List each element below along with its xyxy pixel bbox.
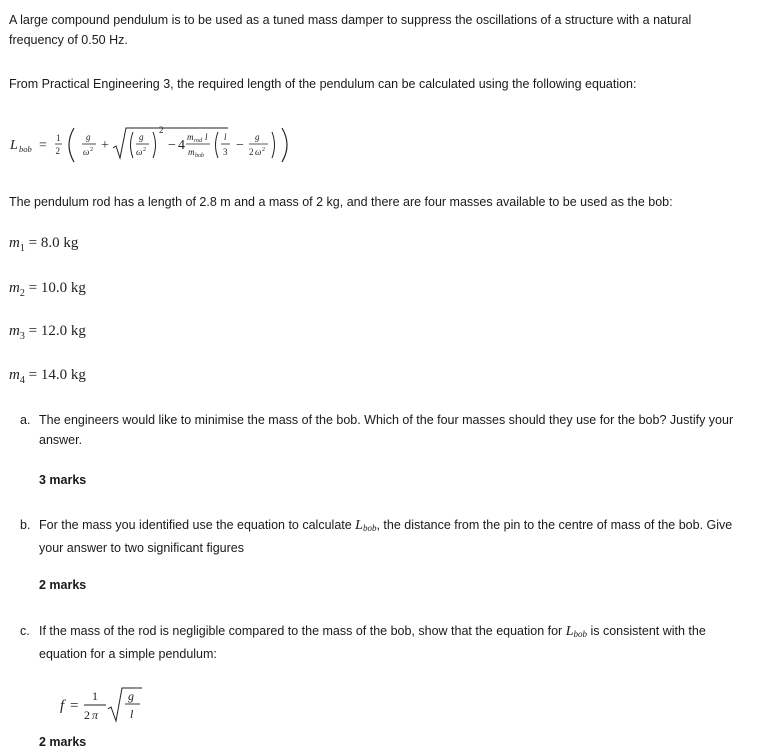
svg-text:l: l <box>224 132 227 142</box>
svg-text:m: m <box>187 132 194 142</box>
svg-text:2: 2 <box>249 147 254 157</box>
svg-text:f: f <box>60 698 65 714</box>
svg-text:2: 2 <box>159 125 164 135</box>
marks-c: 2 marks <box>39 735 87 749</box>
svg-text:2: 2 <box>55 146 60 156</box>
marks-b: 2 marks <box>39 578 87 592</box>
question-text: For the mass you identified use the equation to calculate $L_{bob}$, the distance from the pin to the centre of mass of the bob. Give your answer to two significant figures <box>39 518 733 555</box>
question-text: If the mass of the rod is negligible compared to the mass of the bob, show that the equation for $L_{bob}$ is consistent with the equation for a simple pendulum: <box>39 624 706 661</box>
svg-text:=: = <box>39 138 47 153</box>
question-label: a. <box>20 413 31 427</box>
svg-text:2: 2 <box>143 147 146 153</box>
mass-1: $m_1 = 8.0$ kg <box>9 235 79 254</box>
l-bob-symbol: $L_{bob}$ <box>565 624 587 639</box>
mass-2: $m_2 = 10.0$ kg <box>9 280 86 299</box>
svg-text:l: l <box>205 132 208 142</box>
svg-text:ω: ω <box>83 147 90 157</box>
mass-4: $m_4 = 14.0$ kg <box>9 367 86 386</box>
svg-text:g: g <box>139 132 144 142</box>
svg-text:L: L <box>10 138 18 153</box>
svg-text:ω: ω <box>136 147 143 157</box>
svg-text:−: − <box>236 138 244 153</box>
svg-text:−: − <box>168 138 176 153</box>
svg-text:ω: ω <box>255 147 262 157</box>
question-label: c. <box>20 624 30 638</box>
svg-text:π: π <box>92 708 99 722</box>
svg-text:m: m <box>188 147 195 157</box>
svg-text:g: g <box>86 132 91 142</box>
l-bob-symbol: $L_{bob}$ <box>355 518 377 533</box>
svg-text:g: g <box>128 689 134 703</box>
svg-text:bob: bob <box>19 144 32 154</box>
svg-text:3: 3 <box>223 147 228 157</box>
marks-a: 3 marks <box>39 473 87 487</box>
question-label: b. <box>20 518 31 532</box>
simple-pendulum-equation <box>56 683 166 727</box>
svg-text:1: 1 <box>92 689 98 703</box>
svg-text:2: 2 <box>262 147 265 153</box>
svg-text:bob: bob <box>195 153 204 159</box>
svg-text:1: 1 <box>56 133 61 143</box>
svg-text:+: + <box>101 138 109 153</box>
pendulum-length-equation <box>6 118 336 170</box>
mass-3: $m_3 = 12.0$ kg <box>9 323 86 342</box>
source-text: From Practical Engineering 3, the required length of the pendulum can be calculated using the following equation: <box>9 77 637 91</box>
svg-text:4: 4 <box>178 138 185 153</box>
svg-text:g: g <box>255 132 260 142</box>
rod-text: The pendulum rod has a length of 2.8 m and a mass of 2 kg, and there are four masses available to be used as the bob: <box>9 195 673 209</box>
svg-text:2: 2 <box>90 147 93 153</box>
intro-text: A large compound pendulum is to be used as a tuned mass damper to suppress the oscillations of a structure with a natural frequency of 0.50 Hz. <box>9 13 692 47</box>
svg-text:=: = <box>70 698 79 714</box>
svg-text:l: l <box>130 707 134 721</box>
question-text: The engineers would like to minimise the mass of the bob. Which of the four masses should they use for the bob? Justify your answer. <box>39 413 734 447</box>
svg-text:rod: rod <box>194 138 203 144</box>
svg-text:2: 2 <box>84 708 90 722</box>
